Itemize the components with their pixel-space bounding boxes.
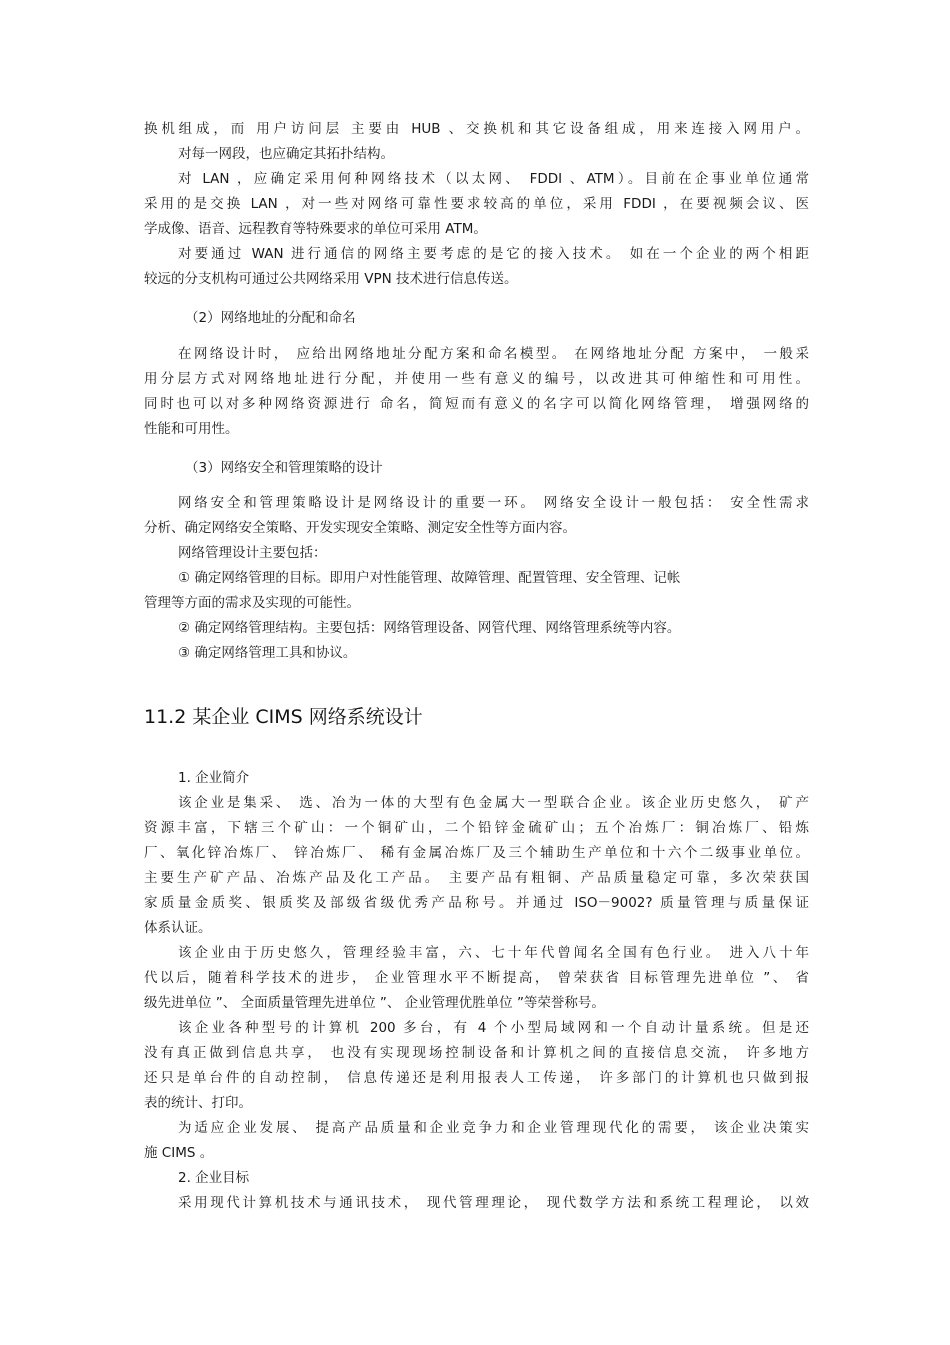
subsection-heading: 1. 企业简介: [178, 770, 250, 786]
paragraph-line: 该企业是集采、 选、冶为一体的大型有色金属大一型联合企业。该企业历史悠久， 矿产: [178, 795, 809, 811]
subsection-heading: 2. 企业目标: [178, 1170, 250, 1186]
paragraph-line: 换机组成，而 用户访问层 主要由 HUB 、交换机和其它设备组成，用来连接入网用户。: [144, 121, 809, 137]
paragraph-line: 主要生产矿产品、冶炼产品及化工产品。 主要产品有粗铜、产品质量稳定可靠，多次荣获国: [144, 870, 809, 886]
paragraph-line: 网络管理设计主要包括：: [178, 545, 327, 561]
paragraph-line: 网络安全和管理策略设计是网络设计的重要一环。 网络安全设计一般包括： 安全性需求: [178, 495, 809, 511]
paragraph-line: 体系认证。: [144, 920, 212, 936]
paragraph-line: 为适应企业发展、 提高产品质量和企业竞争力和企业管理现代化的需要， 该企业决策实: [178, 1120, 809, 1136]
paragraph-line: 还只是单台件的自动控制， 信息传递还是利用报表人工传递， 许多部门的计算机也只做到报: [144, 1070, 809, 1086]
paragraph-line: 家质量金质奖、银质奖及部级省级优秀产品称号。并通过 ISO－9002? 质量管理与质量保证: [144, 895, 809, 911]
paragraph-line: 该企业各种型号的计算机 200 多台，有 4 个小型局域网和一个自动计量系统。但是还: [178, 1020, 809, 1036]
paragraph-line: 没有真正做到信息共享， 也没有实现现场控制设备和计算机之间的直接信息交流， 许多地方: [144, 1045, 809, 1061]
paragraph-line: 在网络设计时， 应给出网络地址分配方案和命名模型。 在网络地址分配 方案中， 一般采: [178, 346, 809, 362]
list-item: ③ 确定网络管理工具和协议。: [178, 645, 357, 661]
paragraph-line: 对 LAN ，应确定采用何种网络技术（以太网、 FDDI 、ATM）。目前在企事业单位通常: [178, 171, 809, 187]
paragraph-line: 较远的分支机构可通过公共网络采用 VPN 技术进行信息传送。: [144, 271, 518, 287]
paragraph-line: 该企业由于历史悠久，管理经验丰富，六、七十年代曾闻名全国有色行业。 进入八十年: [178, 945, 809, 961]
paragraph-line: 性能和可用性。: [144, 421, 239, 437]
paragraph-line: 学成像、语音、远程教育等特殊要求的单位可采用 ATM。: [144, 221, 487, 237]
subsection-heading: （2）网络地址的分配和命名: [185, 310, 356, 326]
paragraph-line: 管理等方面的需求及实现的可能性。: [144, 595, 360, 611]
subsection-heading: （3）网络安全和管理策略的设计: [185, 460, 383, 476]
paragraph-line: 采用现代计算机技术与通讯技术， 现代管理理论， 现代数学方法和系统工程理论， 以效: [178, 1195, 809, 1211]
paragraph-line: 分析、确定网络安全策略、开发实现安全策略、测定安全性等方面内容。: [144, 520, 576, 536]
section-title: 11.2 某企业 CIMS 网络系统设计: [144, 706, 423, 728]
paragraph-line: 施 CIMS 。: [144, 1145, 214, 1161]
list-item: ① 确定网络管理的目标。即用户对性能管理、故障管理、配置管理、安全管理、记帐: [178, 570, 681, 586]
paragraph-line: 资源丰富，下辖三个矿山：一个铜矿山，二个铅锌金硫矿山；五个冶炼厂：铜冶炼厂、铅炼: [144, 820, 809, 836]
list-item: ② 确定网络管理结构。主要包括：网络管理设备、网管代理、网络管理系统等内容。: [178, 620, 681, 636]
paragraph-line: 采用的是交换 LAN ，对一些对网络可靠性要求较高的单位，采用 FDDI ，在要视频会议、医: [144, 196, 809, 212]
paragraph-line: 对每一网段，也应确定其拓扑结构。: [178, 146, 394, 162]
paragraph-line: 用分层方式对网络地址进行分配，并使用一些有意义的编号，以改进其可伸缩性和可用性。: [144, 371, 809, 387]
paragraph-line: 对要通过 WAN 进行通信的网络主要考虑的是它的接入技术。 如在一个企业的两个相距: [178, 246, 809, 262]
paragraph-line: 同时也可以对多种网络资源进行 命名，简短而有意义的名字可以简化网络管理， 增强网络的: [144, 396, 809, 412]
paragraph-line: 级先进单位 ”、 全面质量管理先进单位 ”、 企业管理优胜单位 ”等荣誉称号。: [144, 995, 605, 1011]
paragraph-line: 表的统计、打印。: [144, 1095, 252, 1111]
paragraph-line: 代以后，随着科学技术的进步， 企业管理水平不断提高， 曾荣获省 目标管理先进单位 ”、 省: [144, 970, 809, 986]
paragraph-line: 厂、氧化锌冶炼厂、 锌冶炼厂、 稀有金属冶炼厂及三个辅助生产单位和十六个二级事业单位。: [144, 845, 809, 861]
